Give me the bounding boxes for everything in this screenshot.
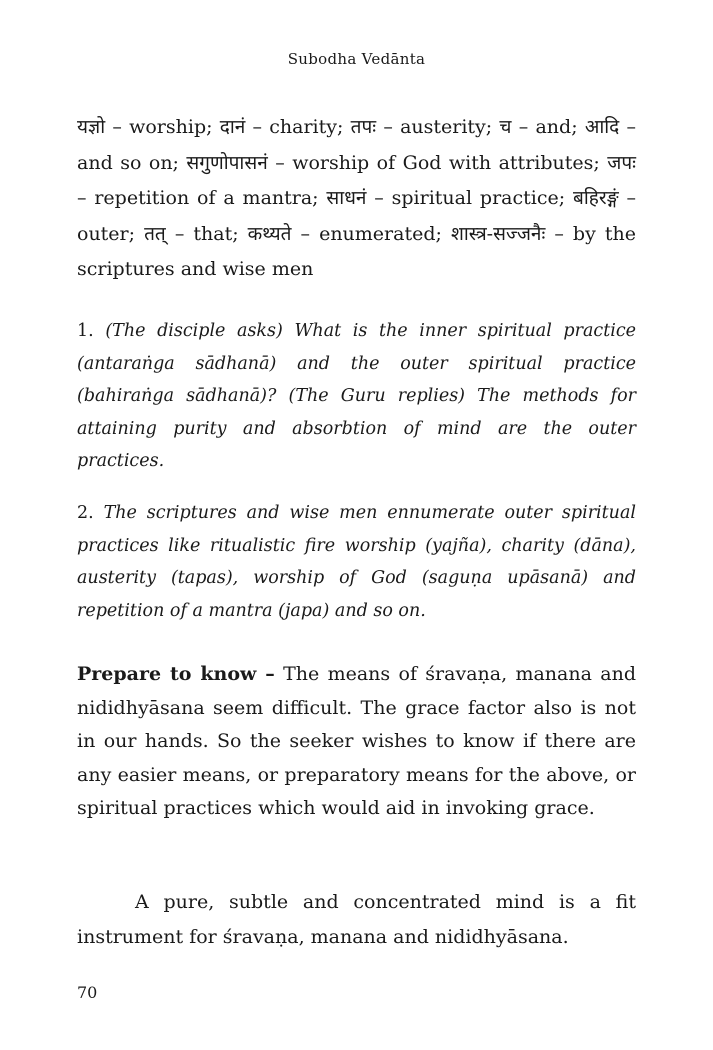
verse-number: 1. <box>77 321 94 341</box>
page-number: 70 <box>77 983 98 1002</box>
verse-text: The scriptures and wise men ennumerate outer spiritual practices like ritualistic fire worship (yajña), charity (dāna), austerity (tapas), worship of God (saguṇa upāsanā) and repetition of a mantra (japa) and so on. <box>77 503 636 621</box>
translation-verse-1 <box>77 315 636 478</box>
word-gloss: यज्ञो – worship; दानं – charity; तपः – austerity; च – and; आदि – and so on; सगुणोपासनं – worship of God with attributes; जपः – repetition of a mantra; साधनं – spiritual practice; बहिरङ्गं – outer; तत् – that; कथ्यते – enumerated; शास्त्र-सज्जनैः – by the scriptures and wise men <box>77 116 636 280</box>
commentary-text: The means of śravaṇa, manana and nididhyāsana seem difficult. The grace factor also is not in our hands. So the seeker wishes to know if there are any easier means, or preparatory means for the above, or spiritual practices which would aid in invoking grace. <box>77 663 636 819</box>
commentary-heading: Prepare to know – <box>77 663 275 685</box>
commentary-paragraph <box>77 658 636 826</box>
translation-verse-2 <box>77 497 636 627</box>
body-paragraph: A pure, subtle and concentrated mind is a fit instrument for śravaṇa, manana and nididhyāsana. <box>77 891 636 948</box>
verse-text: (The disciple asks) What is the inner spiritual practice (antaraṅga sādhanā) and the outer spiritual practice (bahiraṅga sādhanā)? (The Guru replies) The methods for attaining purity and absorbtion of mind are the outer practices. <box>77 321 636 471</box>
running-head: Subodha Vedānta <box>287 50 426 68</box>
verse-number: 2. <box>77 503 94 523</box>
